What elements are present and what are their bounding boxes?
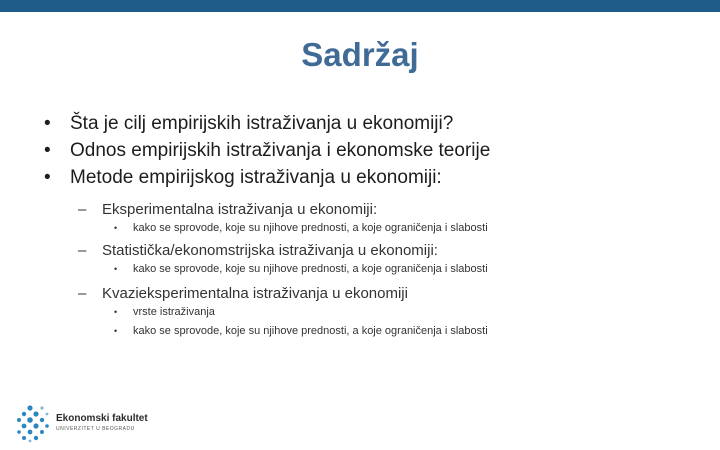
top-accent-bar [0, 0, 720, 12]
bullet-marker: • [44, 167, 51, 188]
bullet-marker: • [114, 264, 118, 274]
bullet-marker: • [114, 307, 118, 317]
dash-marker: – [78, 242, 87, 259]
dash-marker: – [78, 285, 87, 302]
sub-item-text: Eksperimentalna istraživanja u ekonomiji: [102, 201, 378, 218]
sub-sub-item [44, 219, 704, 238]
slide-title-text: Sadržaj [301, 36, 419, 73]
bullet-marker: • [44, 113, 51, 134]
sub-sub-item [44, 322, 704, 341]
bullet-text: Odnos empirijskih istraživanja i ekonomske teorije [70, 140, 491, 161]
dot-cluster-logo-icon [16, 405, 52, 443]
bullet-marker: • [114, 326, 118, 336]
sub-sub-item-text: vrste istraživanja [133, 306, 215, 318]
slide-title [0, 36, 720, 74]
bullet-marker: • [114, 223, 118, 233]
sub-item [44, 200, 704, 219]
sub-sub-item-text: kako se sprovode, koje su njihove prednosti, a koje ograničenja i slabosti [133, 222, 488, 234]
bullet-item [44, 137, 704, 164]
sub-sub-item [44, 260, 704, 279]
sub-item [44, 241, 704, 260]
logo-subtitle: UNIVERZITET U BEOGRADU [56, 426, 135, 432]
bullet-item [44, 164, 704, 191]
sub-sub-item-text: kako se sprovode, koje su njihove prednosti, a koje ograničenja i slabosti [133, 263, 488, 275]
bullet-marker: • [44, 140, 51, 161]
dash-marker: – [78, 201, 87, 218]
logo-name: Ekonomski fakultet [56, 413, 148, 424]
sub-item-text: Statistička/ekonomstrijska istraživanja u ekonomiji: [102, 242, 438, 259]
bullet-text: Metode empirijskog istraživanja u ekonomiji: [70, 167, 442, 188]
sub-item [44, 284, 704, 303]
sub-item-text: Kvazieksperimentalna istraživanja u ekonomiji [102, 285, 408, 302]
bullet-item [44, 110, 704, 137]
bullet-text: Šta je cilj empirijskih istraživanja u ekonomiji? [70, 113, 454, 134]
faculty-logo [16, 405, 176, 445]
sub-sub-item [44, 303, 704, 322]
sub-sub-item-text: kako se sprovode, koje su njihove prednosti, a koje ograničenja i slabosti [133, 325, 488, 337]
content-list [44, 110, 704, 341]
